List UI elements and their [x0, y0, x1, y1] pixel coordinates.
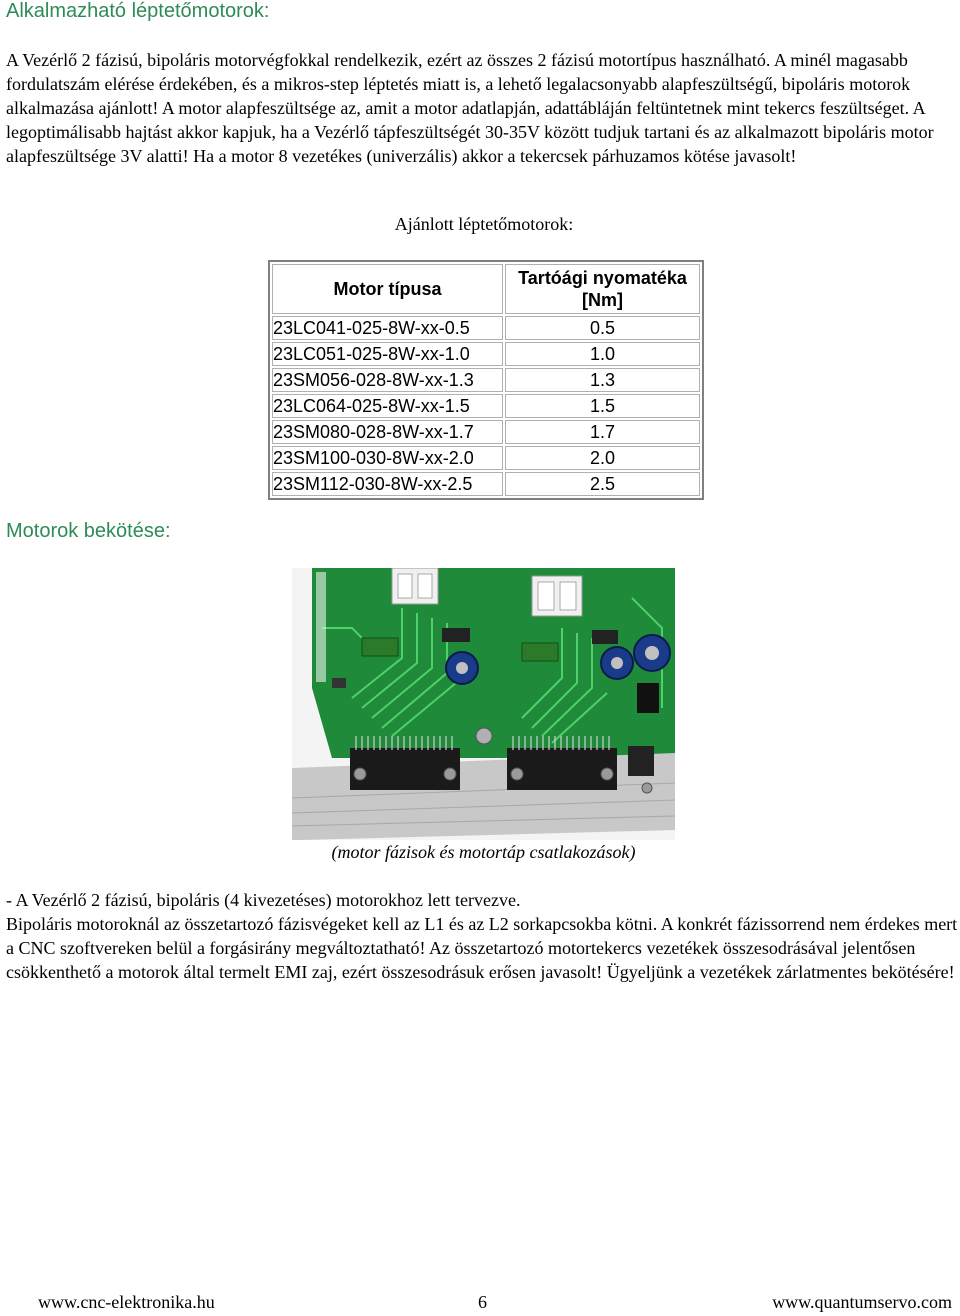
photo-caption: (motor fázisok és motortáp csatlakozások) [331, 842, 636, 862]
footer-page-number: 6 [478, 1292, 487, 1312]
footer-website-left: www.cnc-elektronika.hu [38, 1292, 215, 1312]
table-row [272, 446, 700, 470]
driver-ic-left [350, 748, 460, 790]
jumper-header [592, 630, 618, 644]
table-row [272, 316, 700, 340]
table-header-row [272, 264, 700, 314]
motor-type-cell: 23SM100-030-8W-xx-2.0 [272, 446, 503, 470]
torque-cell: 2.5 [505, 472, 700, 496]
torque-cell: 0.5 [505, 316, 700, 340]
chip [332, 678, 346, 688]
table-row [272, 420, 700, 444]
table-row [272, 368, 700, 392]
pcb-photo [292, 568, 675, 840]
motor-type-cell: 23SM080-028-8W-xx-1.7 [272, 420, 503, 444]
screw-icon [601, 768, 613, 780]
board-label-strip [316, 572, 326, 682]
table-caption: Ajánlott léptetőmotorok: [394, 214, 574, 234]
footer-website-right: www.quantumservo.com [772, 1292, 952, 1312]
intro-paragraph: A Vezérlő 2 fázisú, bipoláris motorvégfokkal rendelkezik, ezért az összes 2 fázisú motortípus használható. A minél magasabb fordulatszám elérése érdekében, és a mikros-step léptetés miatt is, a lehető legalacsonyabb alapfeszültségű, bipoláris motorok alkalmazása ajánlott! A motor alapfeszültsége az, amit a motor adatlapján, adattábláján feltüntetnek mint tekercs feszültséget. A legoptimálisabb hajtást akkor kapjuk, ha a Vezérlő tápfeszültségét 30-35V között tudjuk tartani és az alkalmazott bipoláris motor alapfeszültsége 3V alatti! Ha a motor 8 vezetékes (univerzális) akkor a tekercsek párhuzamos kötése javasolt! [6, 50, 934, 166]
motor-wiring-heading: Motorok bekötése: [6, 520, 171, 542]
wiring-paragraph: Bipoláris motoroknál az összetartozó fázisvégeket kell az L1 és az L2 sorkapcsokba kötni. A konkrét fázissorrend nem érdekes mert a CNC szoftvereken belül a forgásirány megváltoztatható! Az összetartozó motortekercs vezetékek összesodrásával jelentősen csökkenthető a motorok által termelt EMI zaj, ezért összesodrásuk erősen javasolt! Ügyeljünk a vezetékek zárlatmentes bekötésére! [6, 914, 958, 982]
terminal-block [522, 643, 558, 661]
table-row [272, 342, 700, 366]
motor-type-cell: 23LC051-025-8W-xx-1.0 [272, 342, 503, 366]
screw-icon [511, 768, 523, 780]
screw-icon [476, 728, 492, 744]
torque-cell: 1.5 [505, 394, 700, 418]
table-row [272, 472, 700, 496]
heatsink [292, 753, 675, 840]
motor-type-cell: 23LC064-025-8W-xx-1.5 [272, 394, 503, 418]
screw-icon [642, 783, 652, 793]
motor-type-cell: 23LC041-025-8W-xx-0.5 [272, 316, 503, 340]
applicable-motors-heading: Alkalmazható léptetőmotorok: [6, 0, 270, 22]
recommended-motors-table [268, 260, 704, 500]
torque-cell: 1.3 [505, 368, 700, 392]
column-header-holding-torque: Tartóági nyomatéka [Nm] [505, 264, 700, 314]
torque-cell: 2.0 [505, 446, 700, 470]
motor-type-cell: 23SM112-030-8W-xx-2.5 [272, 472, 503, 496]
screw-icon [444, 768, 456, 780]
driver-ic-right [507, 748, 617, 790]
voltage-regulator [628, 746, 654, 776]
screw-icon [354, 768, 366, 780]
chip [637, 683, 659, 713]
column-header-motor-type: Motor típusa [272, 264, 503, 314]
wiring-note-line: - A Vezérlő 2 fázisú, bipoláris (4 kivezetéses) motorokhoz lett tervezve. [6, 890, 521, 910]
torque-cell: 1.0 [505, 342, 700, 366]
motor-type-cell: 23SM056-028-8W-xx-1.3 [272, 368, 503, 392]
terminal-block [362, 638, 398, 656]
jumper-header [442, 628, 470, 642]
table-row [272, 394, 700, 418]
torque-cell: 1.7 [505, 420, 700, 444]
